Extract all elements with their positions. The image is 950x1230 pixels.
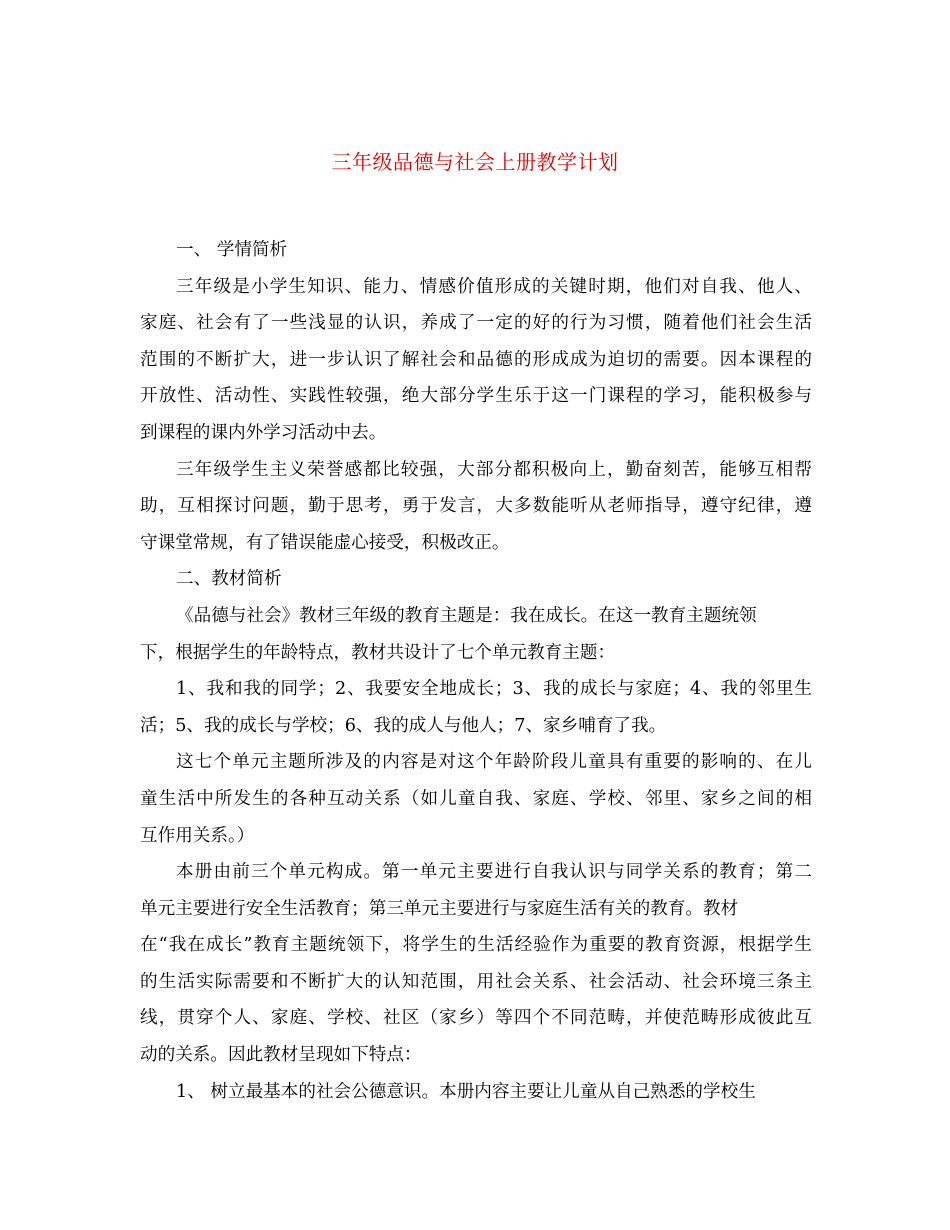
text-line: 开放性、活动性、实践性较强，绝大部分学生乐于这一门课程的学习，能积极参与 [140,386,812,407]
text-line: 动的关系。因此教材呈现如下特点： [140,1045,422,1066]
document-body [140,232,812,1110]
text-line: 1、 树立最基本的社会公德意识。本册内容主要让儿童从自己熟悉的学校生 [176,1081,756,1102]
text-line: 到课程的课内外学习活动中去。 [140,422,387,443]
text-line: 二、教材简析 [176,569,282,590]
text-line: 互作用关系。） [140,825,255,846]
text-line: 的生活实际需要和不断扩大的认知范围，用社会关系、社会活动、社会环境三条主 [140,971,812,992]
text-line: 守课堂常规，有了错误能虚心接受，积极改正。 [140,532,510,553]
text-line: 线，贯穿个人、家庭、学校、社区（家乡）等四个不同范畴，并使范畴形成彼此互 [140,1008,812,1029]
text-line: 童生活中所发生的各种互动关系（如儿童自我、家庭、学校、邻里、家乡之间的相 [140,788,812,809]
text-line: 这七个单元主题所涉及的内容是对这个年龄阶段儿童具有重要的影响的、在儿 [176,752,812,773]
text-line: 范围的不断扩大，进一步认识了解社会和品德的形成成为迫切的需要。因本课程的 [140,349,812,370]
text-line: 在“我在成长”教育主题统领下，将学生的生活经验作为重要的教育资源，根据学生 [140,935,812,956]
text-line: 《品德与社会》教材三年级的教育主题是：我在成长。在这一教育主题统领 [176,605,757,626]
text-line: 三年级学生主义荣誉感都比较强，大部分都积极向上，勤奋刻苦，能够互相帮 [176,459,812,480]
document-title: 三年级品德与社会上册教学计划 [331,150,619,174]
text-line: 下，根据学生的年龄特点，教材共设计了七个单元教育主题： [140,642,616,663]
text-line: 一、 学情简析 [176,240,288,260]
text-line: 三年级是小学生知识、能力、情感价值形成的关键时期，他们对自我、他人、 [176,276,812,297]
text-line: 活；5、我的成长与学校；6、我的成人与他人；7、家乡哺育了我。 [140,715,667,736]
text-line: 1、我和我的同学；2、我要安全地成长；3、我的成长与家庭；4、我的邻里生 [176,679,812,700]
text-line: 家庭、社会有了一些浅显的认识，养成了一定的好的行为习惯，随着他们社会生活 [140,313,812,334]
text-line: 单元主要进行安全生活教育；第三单元主要进行与家庭生活有关的教育。教材 [140,898,739,919]
text-line: 助，互相探讨问题，勤于思考，勇于发言，大多数能听从老师指导，遵守纪律，遵 [140,496,812,517]
text-line: 本册由前三个单元构成。第一单元主要进行自我认识与同学关系的教育；第二 [176,862,812,883]
